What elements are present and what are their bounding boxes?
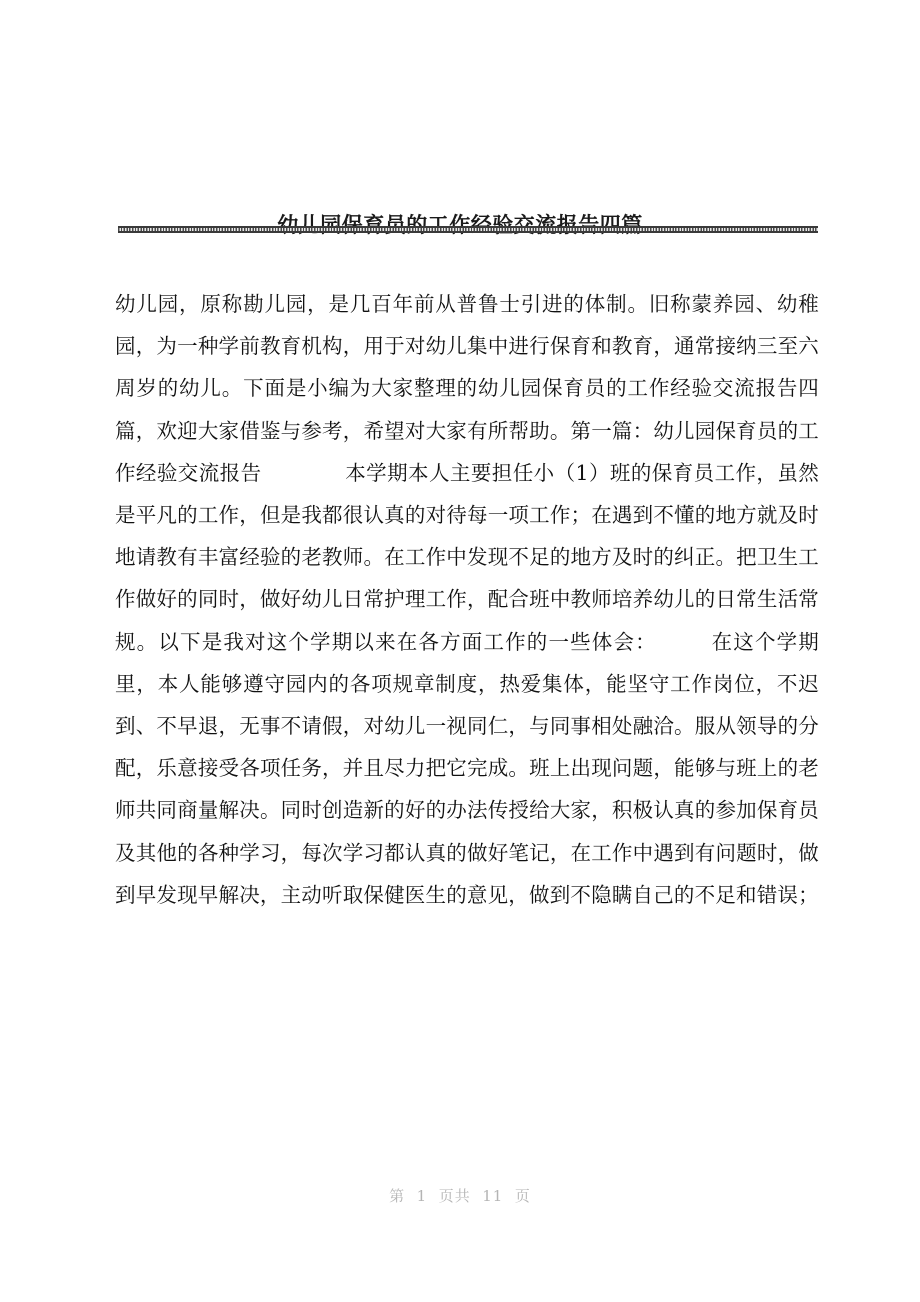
page-footer xyxy=(0,1185,920,1206)
document-body-text: 幼儿园，原称勘儿园，是几百年前从普鲁士引进的体制。旧称蒙养园、幼稚园，为一种学前教育机构，用于对幼儿集中进行保育和教育，通常接纳三至六周岁的幼儿。下面是小编为大家整理的幼儿园保育员的工作经验交流报告四篇，欢迎大家借鉴与参考，希望对大家有所帮助。第一篇：幼儿园保育员的工作经验交流报告 本学期本人主要担任小（1）班的保育员工作，虽然是平凡的工作，但是我都很认真的对待每一项工作；在遇到不懂的地方就及时地请教有丰富经验的老教师。在工作中发现不足的地方及时的纠正。把卫生工作做好的同时，做好幼儿日常护理工作，配合班中教师培养幼儿的日常生活常规。以下是我对这个学期以来在各方面工作的一些体会： 在这个学期里，本人能够遵守园内的各项规章制度，热爱集体，能坚守工作岗位，不迟到、不早退，无事不请假，对幼儿一视同仁，与同事相处融洽。服从领导的分配，乐意接受各项任务，并且尽力把它完成。班上出现问题，能够与班上的老师共同商量解决。同时创造新的好的办法传授给大家，积极认真的参加保育员及其他的各种学习，每次学习都认真的做好笔记，在工作中遇到有问题时，做到早发现早解决，主动听取保健医生的意见，做到不隐瞒自己的不足和错误； xyxy=(115,292,819,907)
title-divider xyxy=(118,226,818,233)
divider-bottom-line xyxy=(118,231,818,233)
page-number-indicator: 第 1 页共 11 页 xyxy=(389,1187,531,1205)
